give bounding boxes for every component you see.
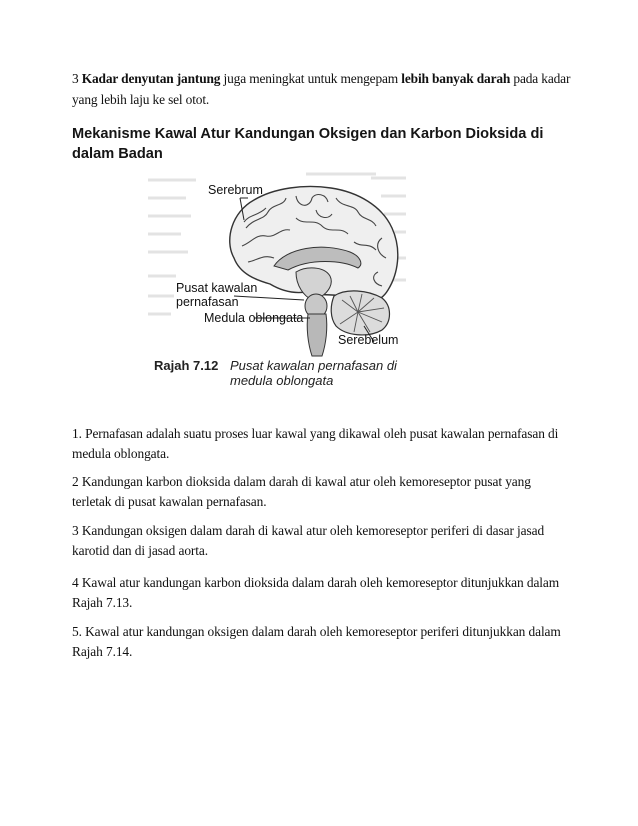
paragraph-2: 2 Kandungan karbon dioksida dalam darah di kawal atur oleh kemoreseptor pusat yang terletak di pusat kawalan pernafasan. bbox=[72, 474, 531, 509]
label-serebrum: Serebrum bbox=[208, 183, 263, 197]
paragraph-5: 5. Kawal atur kandungan oksigen dalam darah oleh kemoreseptor periferi ditunjukkan dalam Rajah 7.14. bbox=[72, 624, 561, 659]
label-serebelum: Serebelum bbox=[338, 333, 399, 347]
caption-line1: Pusat kawalan pernafasan di bbox=[230, 358, 397, 373]
label-medula-oblongata: Medula oblongata bbox=[204, 311, 304, 325]
paragraph-4: 4 Kawal atur kandungan karbon dioksida dalam darah oleh kemoreseptor ditunjukkan dalam Rajah 7.13. bbox=[72, 575, 560, 610]
paragraph-3: 3 Kandungan oksigen dalam darah di kawal atur oleh kemoreseptor periferi di dasar jasad karotid dan di jasad aorta. bbox=[72, 523, 545, 558]
label-pusat-kawalan-line2: pernafasan bbox=[176, 295, 239, 309]
caption-number: Rajah 7.12 bbox=[154, 358, 219, 373]
intro-text-2: pada kadar yang lebih laju ke sel otot. bbox=[72, 71, 571, 107]
intro-bold-heart-rate: Kadar denyutan jantung bbox=[81, 71, 221, 86]
brain-diagram-svg bbox=[146, 168, 408, 390]
brain-figure bbox=[146, 168, 408, 390]
intro-bold-more-blood: lebih banyak darah bbox=[401, 71, 511, 86]
caption-line2: medula oblongata bbox=[230, 373, 334, 388]
label-pusat-kawalan-line1: Pusat kawalan bbox=[176, 281, 258, 295]
paragraph-1: 1. Pernafasan adalah suatu proses luar kawal yang dikawal oleh pusat kawalan pernafasan di medula oblongata. bbox=[72, 426, 559, 461]
medulla-oblongata-shape bbox=[307, 314, 327, 356]
section-heading: Mekanisme Kawal Atur Kandungan Oksigen dan Karbon Dioksida di dalam Badan bbox=[72, 126, 544, 162]
intro-number: 3 bbox=[72, 71, 79, 86]
intro-paragraph bbox=[72, 68, 572, 110]
intro-text-1: juga meningkat untuk mengepam bbox=[223, 71, 399, 86]
